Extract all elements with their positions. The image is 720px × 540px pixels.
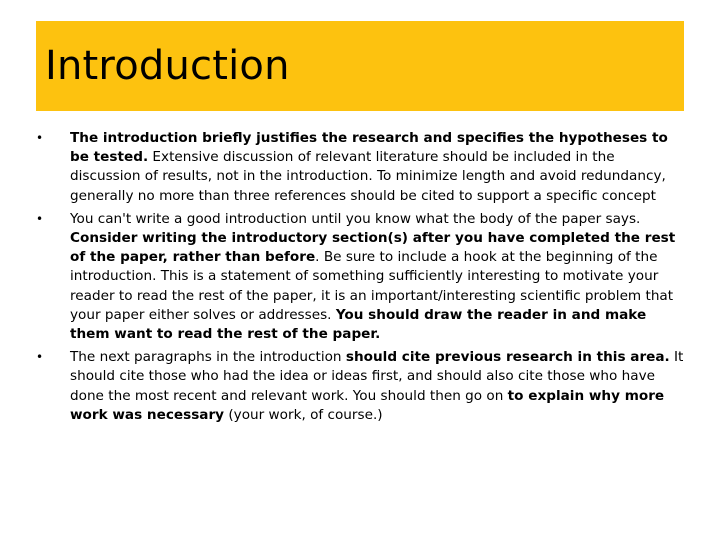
body-text: . Be sure to include a hook at the beginning of the introduction. This is a statement of something sufficiently interesting to motivate your reader to read the rest of the paper, it is an important/interesting scientific problem that your paper either solves or addresses.: [70, 249, 674, 323]
bullet-list: [36, 129, 684, 429]
body-text: (your work, of course.): [224, 406, 383, 423]
bullet-text: [70, 211, 675, 342]
bullet-dot-icon: •: [36, 350, 44, 365]
body-text: You can't write a good introduction until you know what the body of the paper says.: [70, 210, 641, 227]
bullet-item-1: [36, 129, 684, 206]
bullet-item-2: [36, 210, 684, 344]
bullet-text: [70, 130, 668, 204]
bold-text: The introduction briefly justifies the research and specifies the hypotheses to be tested.: [70, 130, 668, 166]
bold-text: Consider writing the introductory section(s) after you have completed the rest of the paper, rather than before: [70, 230, 676, 266]
body-text: It should cite those who had the idea or ideas first, and should also cite those who have done the most recent and relevant work. You should then go on: [70, 349, 684, 404]
bold-text: to explain why more work was necessary: [70, 387, 665, 423]
bold-text: should cite previous research in this area.: [345, 349, 670, 366]
bullet-item-3: [36, 348, 684, 425]
title-bar: [36, 21, 684, 111]
body-text: Extensive discussion of relevant literature should be included in the discussion of results, not in the introduction. To minimize length and avoid redundancy, generally no more than three references should be cited to support a specific concept: [70, 149, 666, 204]
bullet-dot-icon: •: [36, 131, 44, 145]
body-text: The next paragraphs in the introduction: [70, 349, 346, 366]
slide-title: Introduction: [45, 43, 290, 89]
bullet-dot-icon: •: [36, 211, 44, 226]
bullet-text: [70, 349, 683, 423]
bold-text: You should draw the reader in and make them want to read the rest of the paper.: [70, 306, 647, 343]
